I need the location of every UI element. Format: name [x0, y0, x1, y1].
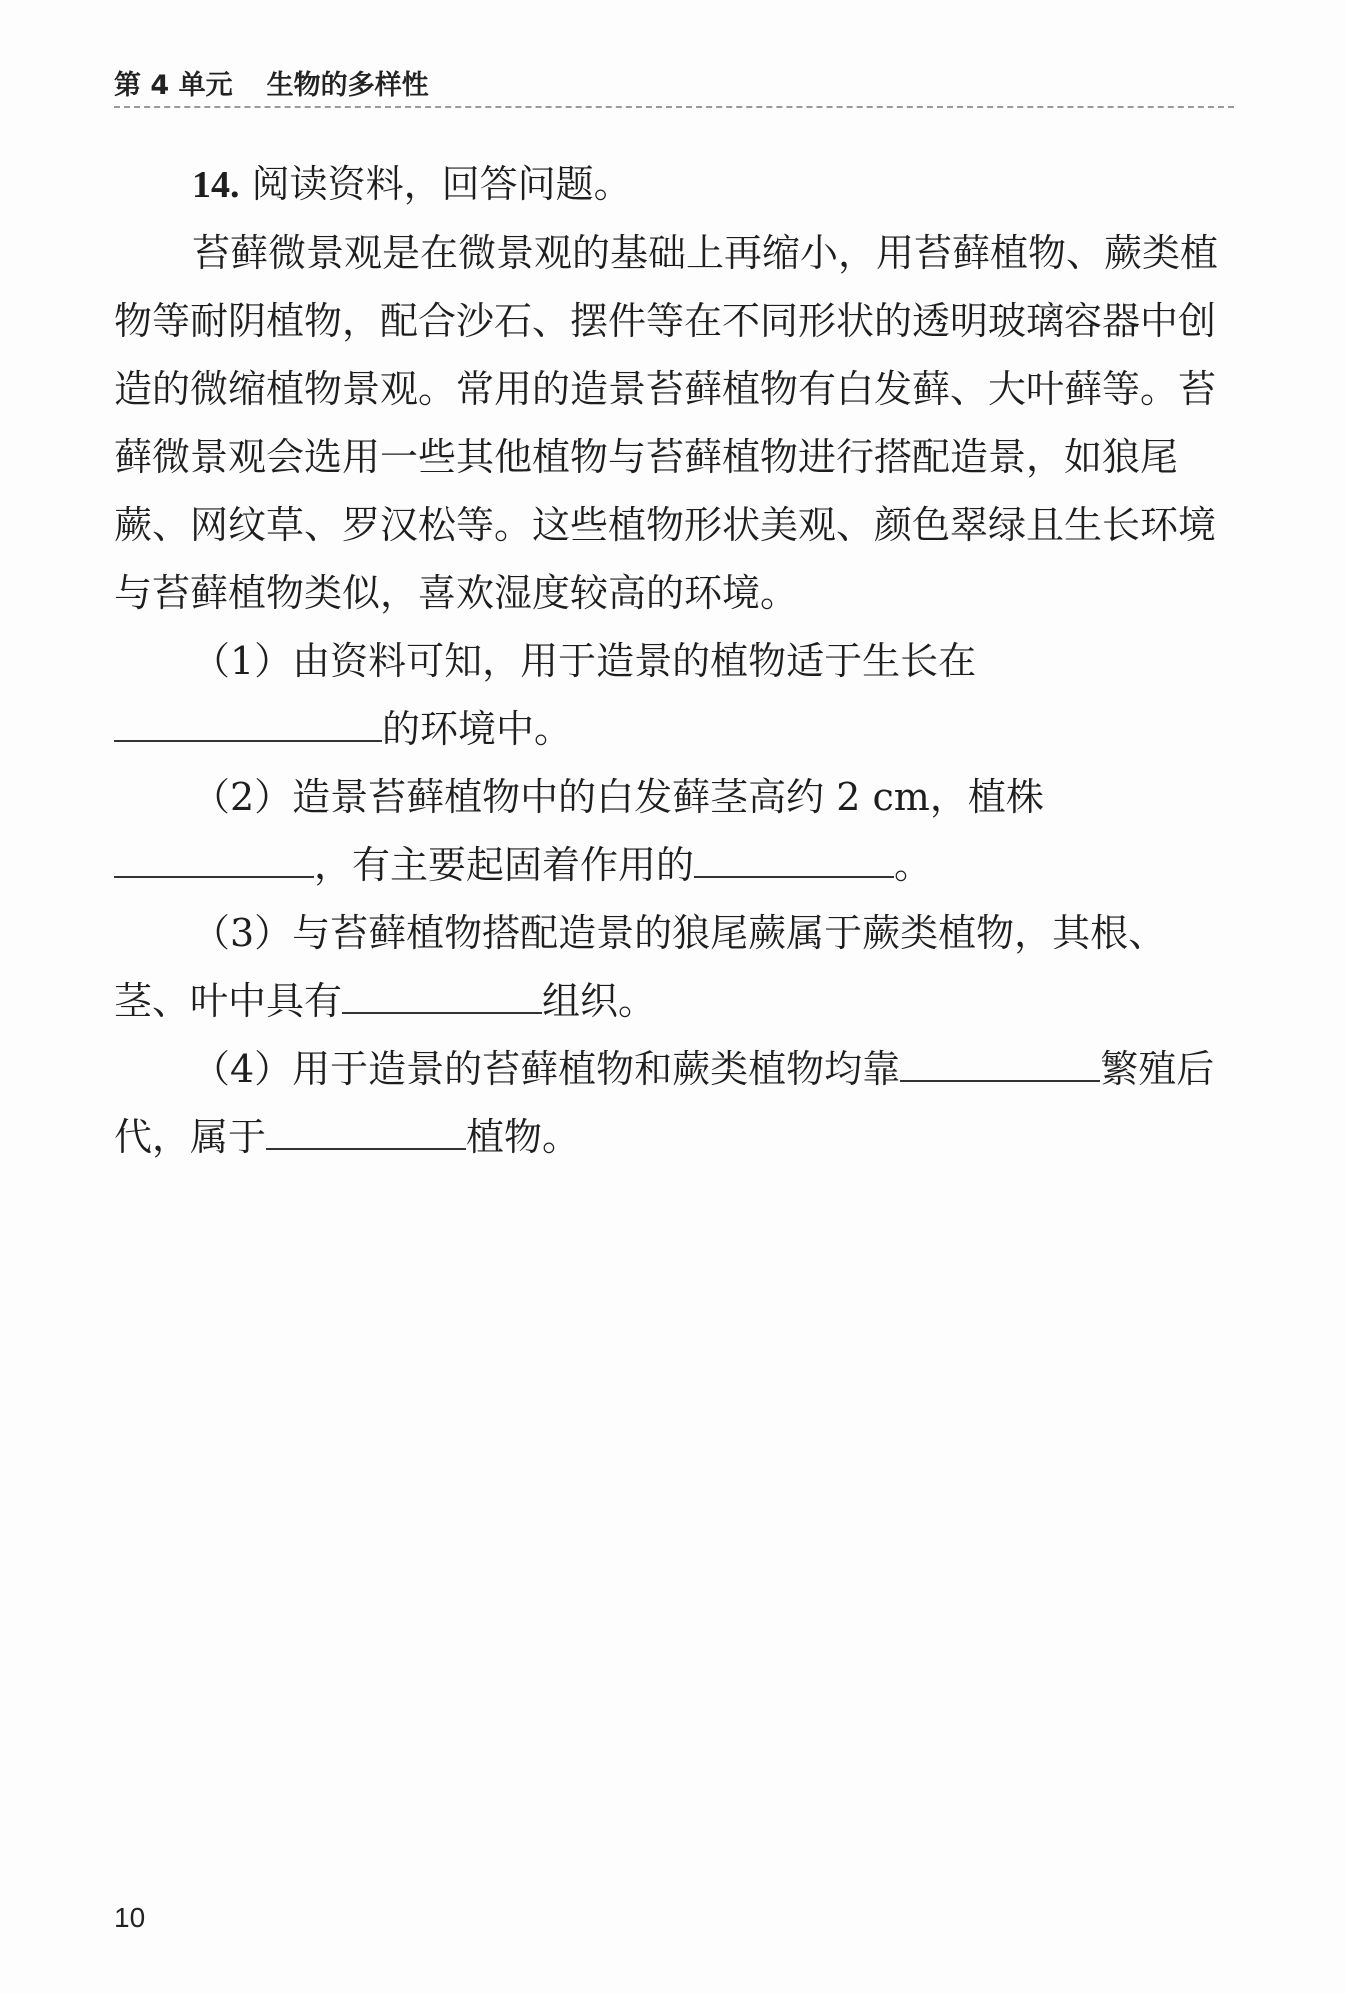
page-header: [114, 66, 1234, 108]
answer-blank-3[interactable]: [342, 968, 542, 1014]
sub-question-4: （4）用于造景的苔藓植物和蕨类植物均靠 繁殖后代，属于 植物。: [114, 1035, 1236, 1171]
question-number: 14.: [192, 164, 240, 206]
reading-passage: 苔藓微景观是在微景观的基础上再缩小，用苔藓植物、蕨类植物等耐阴植物，配合沙石、摆件等在不同形状的透明玻璃容器中创造的微缩植物景观。常用的造景苔藓植物有白发藓、大叶藓等。苔藓微景观会选用一些其他植物与苔藓植物进行搭配造景，如狼尾蕨、网纹草、罗汉松等。这些植物形状美观、颜色翠绿且生长环境与苔藓植物类似，喜欢湿度较高的环境。: [114, 231, 1219, 615]
unit-label: 第 4 单元: [114, 70, 233, 101]
question-block: [114, 150, 1236, 1171]
sub-question-3: （3）与苔藓植物搭配造景的狼尾蕨属于蕨类植物，其根、茎、叶中具有 组织。: [114, 911, 1167, 1023]
sub-question-2: （2）造景苔藓植物中的白发藓茎高约 2 cm，植株，有主要起固着作用的 。: [114, 763, 1236, 899]
page-number: 10: [114, 1902, 146, 1933]
answer-blank-1[interactable]: [114, 696, 382, 742]
answer-blank-2b[interactable]: [694, 832, 894, 878]
question-prompt: 阅读资料，回答问题。: [251, 162, 632, 206]
answer-blank-4a[interactable]: [900, 1036, 1100, 1082]
question-heading: [114, 150, 1236, 219]
answer-blank-4b[interactable]: [266, 1104, 466, 1150]
answer-blank-2a[interactable]: [114, 832, 314, 878]
unit-title: 生物的多样性: [266, 70, 429, 101]
sub-question-1: （1）由资料可知，用于造景的植物适于生长在的环境中。: [114, 627, 1236, 763]
